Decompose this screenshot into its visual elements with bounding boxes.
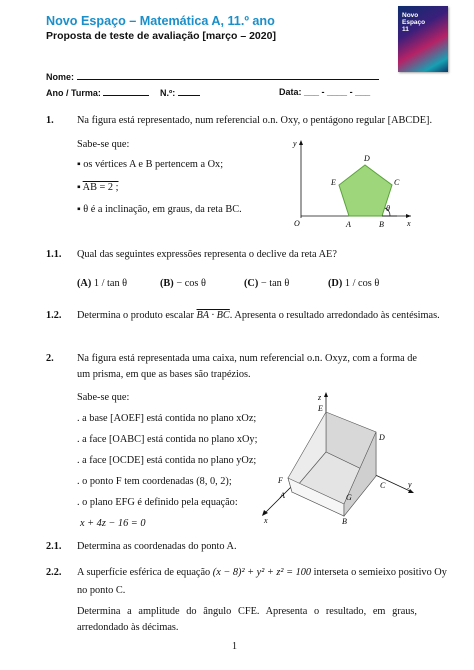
option-expression: 1 / tan θ xyxy=(93,278,128,289)
number-blank[interactable] xyxy=(178,87,200,96)
date-label: Data: xyxy=(279,87,302,97)
question-1-1-number: 1.1. xyxy=(46,249,62,260)
x-axis-label: x xyxy=(407,219,411,228)
question-1-item: ▪ os vértices A e B pertencem a Ox; xyxy=(77,159,224,170)
date-field[interactable] xyxy=(279,87,370,97)
cover-text-line: Novo xyxy=(402,12,419,19)
theta-label: θ xyxy=(386,204,390,213)
page-number: 1 xyxy=(232,641,237,652)
origin-label: O xyxy=(294,219,300,228)
box-figure xyxy=(258,392,418,526)
option-expression: − cos θ xyxy=(176,278,206,289)
question-2-1-text: Determina as coordenadas do ponto A. xyxy=(77,541,237,552)
x-axis-label: x xyxy=(264,516,268,525)
date-blank[interactable]: ___ - ____ - ___ xyxy=(304,87,371,97)
number-label: N.º: xyxy=(160,88,176,98)
name-blank[interactable] xyxy=(77,71,379,80)
text-segment: A superfície esférica de equação xyxy=(77,567,211,578)
question-2-1-number: 2.1. xyxy=(46,541,62,552)
question-2-number: 2. xyxy=(46,353,54,364)
number-field[interactable] xyxy=(160,87,200,98)
option-B[interactable] xyxy=(160,278,206,289)
option-label: (C) xyxy=(244,278,259,289)
book-cover-image xyxy=(398,6,448,72)
question-2-text: Na figura está representada uma caixa, num referencial o.n. Oxyz, com a forma de um prisma, em que as bases são trapézios. xyxy=(77,353,417,380)
question-1-text: Na figura está representado, num referencial o.n. Oxy, o pentágono regular [ABCDE]. xyxy=(77,115,433,126)
pentagon-figure xyxy=(287,136,417,232)
question-2-item: . o ponto F tem coordenadas (8, 0, 2); xyxy=(77,476,232,487)
cover-text-line: 11 xyxy=(402,26,409,33)
option-D[interactable] xyxy=(328,278,379,289)
text-segment: interseta o semieixo positivo Oy xyxy=(313,567,447,578)
z-axis-label: z xyxy=(318,393,322,402)
option-C[interactable] xyxy=(244,278,289,289)
y-axis-label: y xyxy=(408,480,412,489)
option-expression: 1 / cos θ xyxy=(344,278,380,289)
document-title: Novo Espaço – Matemática A, 11.º ano xyxy=(46,14,275,28)
x-axis-arrow xyxy=(406,214,411,218)
question-2-know: Sabe-se que: xyxy=(77,392,130,403)
point-C-label: C xyxy=(394,178,400,187)
question-2-2-text xyxy=(77,567,447,578)
question-2-item: . a face [OABC] está contida no plano xOy; xyxy=(77,434,258,445)
item-text: AB = 2 ; xyxy=(82,182,119,193)
point-D-label: D xyxy=(364,154,370,163)
question-2-2-number: 2.2. xyxy=(46,567,62,578)
item-text: θ é a inclinação, em graus, da reta BC. xyxy=(83,204,242,215)
option-label: (A) xyxy=(77,278,92,289)
question-2-2-line2: no ponto C. xyxy=(77,585,126,596)
sphere-equation: (x − 8)² + y² + z² = 100 xyxy=(212,567,312,578)
item-text: os vértices A e B pertencem a Ox; xyxy=(83,159,224,170)
year-field[interactable] xyxy=(46,87,149,98)
point-A-label: A xyxy=(280,491,285,500)
question-1-item: ▪ AB = 2 ; xyxy=(77,182,119,193)
y-axis-label: y xyxy=(293,139,297,148)
year-blank[interactable] xyxy=(103,87,149,96)
name-field[interactable] xyxy=(46,71,379,82)
question-1-2-number: 1.2. xyxy=(46,310,62,321)
year-label: Ano / Turma: xyxy=(46,88,101,98)
document-subtitle: Proposta de teste de avaliação [março – 2020] xyxy=(46,30,276,42)
question-1-number: 1. xyxy=(46,115,54,126)
cover-text-line: Espaço xyxy=(402,19,426,26)
point-G-label: G xyxy=(346,493,352,502)
option-A[interactable] xyxy=(77,278,127,289)
question-2-item: . a base [AOEF] está contida no plano xOz; xyxy=(77,413,257,424)
question-2-item: . a face [OCDE] está contida no plano yOz; xyxy=(77,455,257,466)
point-F-label: F xyxy=(278,476,283,485)
question-2-2-para2: Determina a amplitude do ângulo CFE. Apresenta o resultado, em graus, arredondado às décimas. xyxy=(77,606,417,633)
point-B-label: B xyxy=(342,517,347,526)
pentagon-shape xyxy=(339,165,392,216)
point-C-label: C xyxy=(380,481,386,490)
question-1-1-text: Qual das seguintes expressões representa o declive da reta AE? xyxy=(77,249,337,260)
question-1-item: ▪ θ é a inclinação, em graus, da reta BC. xyxy=(77,204,242,215)
point-B-label: B xyxy=(379,220,384,229)
option-label: (D) xyxy=(328,278,343,289)
question-1-2-text xyxy=(77,310,440,321)
point-E-label: E xyxy=(318,404,323,413)
plane-equation: x + 4z − 16 = 0 xyxy=(80,518,146,529)
question-2-item: . o plano EFG é definido pela equação: xyxy=(77,497,238,508)
y-axis-arrow xyxy=(299,140,303,145)
name-label: Nome: xyxy=(46,72,75,82)
option-expression: − tan θ xyxy=(260,278,290,289)
question-1-know: Sabe-se que: xyxy=(77,139,130,150)
text-segment: Determina o produto escalar xyxy=(77,310,194,321)
point-D-label: D xyxy=(379,433,385,442)
text-segment: . Apresenta o resultado arredondado às centésimas. xyxy=(229,310,440,321)
option-label: (B) xyxy=(160,278,174,289)
scalar-product: BA · BC xyxy=(196,310,230,321)
point-E-label: E xyxy=(331,178,336,187)
point-A-label: A xyxy=(346,220,351,229)
